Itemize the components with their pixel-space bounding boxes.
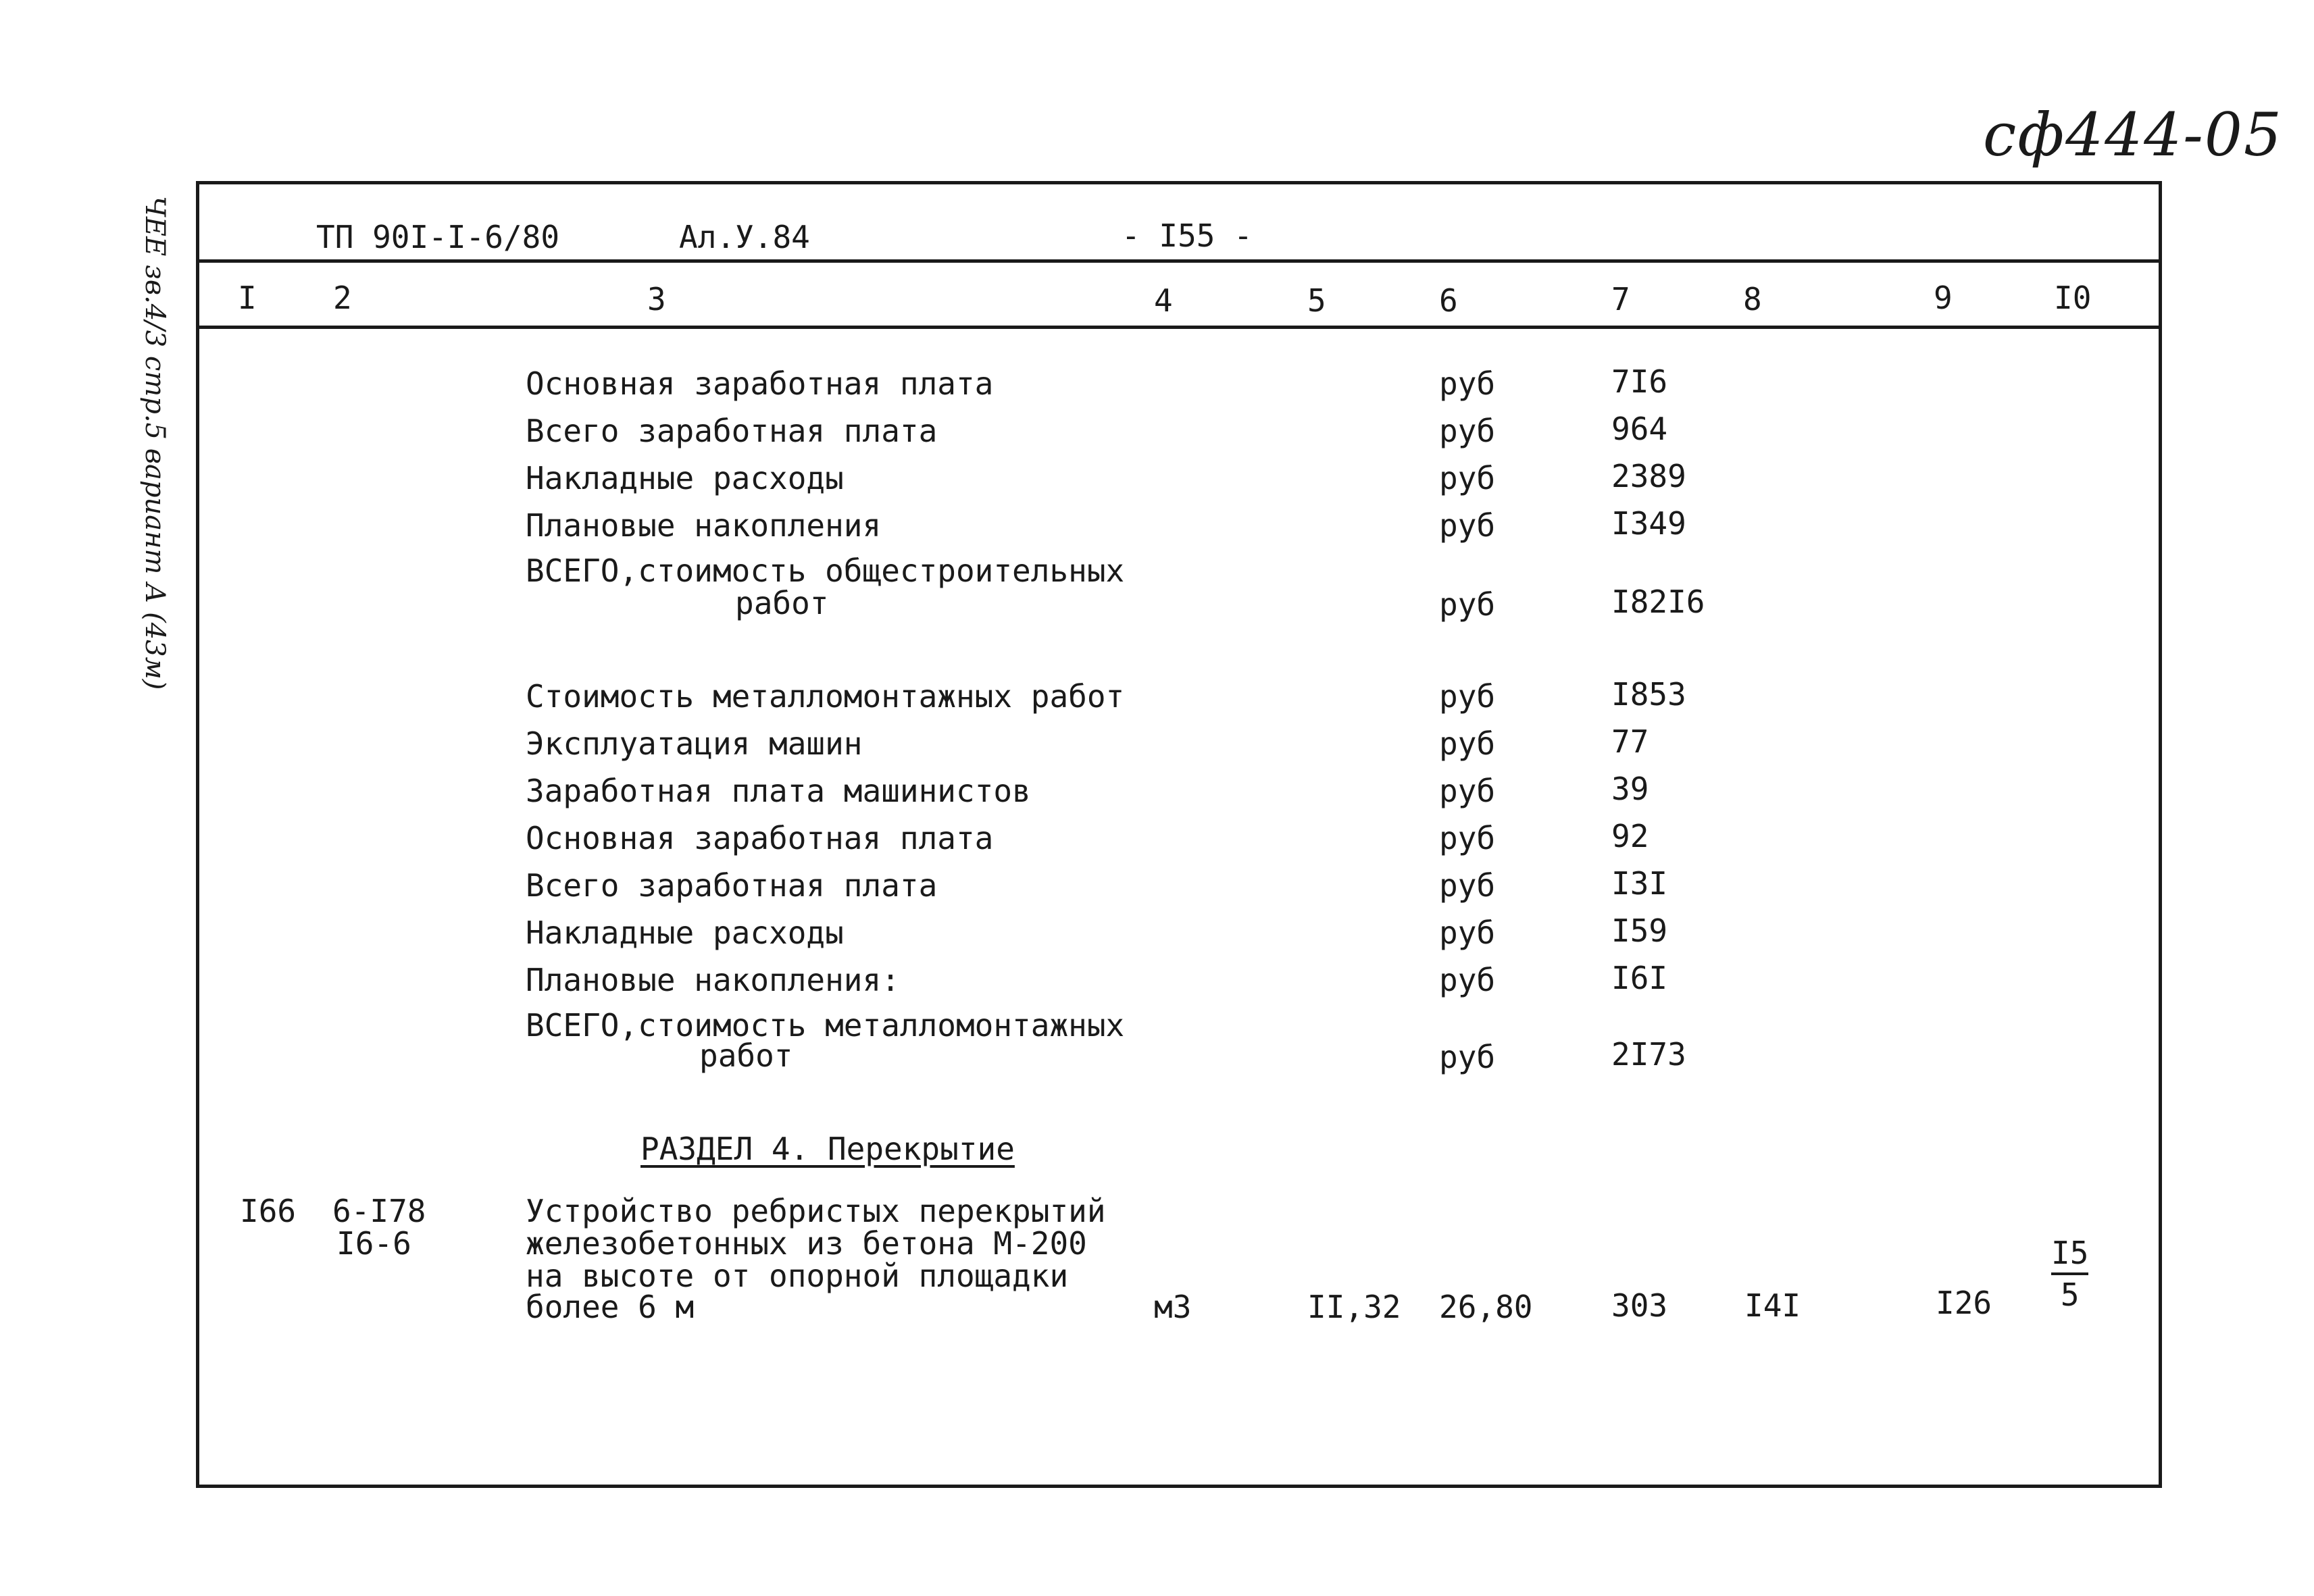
row-unit: руб xyxy=(1439,773,1496,809)
row-name: Основная заработная плата xyxy=(526,820,994,856)
item-description-line: на высоте от опорной площадки xyxy=(526,1258,1069,1294)
row-name: Накладные расходы xyxy=(526,915,844,951)
row-name: Плановые накопления: xyxy=(526,962,900,998)
row-value: 2I73 xyxy=(1611,1036,1686,1073)
column-header-divider xyxy=(196,326,2162,329)
item-unit-price: 26,80 xyxy=(1439,1289,1533,1325)
item-total: 303 xyxy=(1611,1287,1668,1324)
column-number-1: I xyxy=(238,280,257,316)
row-value: I59 xyxy=(1611,912,1668,949)
row-unit: руб xyxy=(1439,725,1496,762)
margin-note: ЧЕЕ зв.4/3 стр.5 вариант А (43м) xyxy=(139,196,170,690)
row-unit: руб xyxy=(1439,586,1496,623)
column-number-7: 7 xyxy=(1611,281,1630,317)
row-name: Накладные расходы xyxy=(526,460,844,496)
item-description-line: Устройство ребристых перекрытий xyxy=(526,1193,1106,1229)
row-unit: руб xyxy=(1439,867,1496,904)
item-description-line: железобетонных из бетона М-200 xyxy=(526,1225,1087,1262)
item-col10-fraction xyxy=(2051,1235,2089,1313)
row-name: Заработная плата машинистов xyxy=(526,773,1031,809)
item-number: I66 xyxy=(240,1193,297,1229)
column-number-10: I0 xyxy=(2054,280,2092,316)
column-number-9: 9 xyxy=(1934,280,1953,316)
row-value: 2389 xyxy=(1611,458,1686,494)
row-name: ВСЕГО,стоимость общестроительных xyxy=(526,552,1125,589)
column-number-8: 8 xyxy=(1743,281,1762,317)
row-value: 7I6 xyxy=(1611,363,1668,400)
row-value: I853 xyxy=(1611,676,1686,713)
item-col9-value: I26 xyxy=(1936,1285,1992,1321)
row-value: 92 xyxy=(1611,818,1649,854)
row-value: I6I xyxy=(1611,960,1668,996)
row-value: I349 xyxy=(1611,505,1686,542)
item-description-line: более 6 м xyxy=(526,1289,695,1325)
row-unit: руб xyxy=(1439,678,1496,715)
row-value: I82I6 xyxy=(1611,584,1705,620)
item-col10-denominator: 5 xyxy=(2060,1277,2080,1313)
document-stamp: сф444-05 xyxy=(1983,100,2283,170)
section-heading: РАЗДЕЛ 4. Перекрытие xyxy=(640,1131,1015,1167)
column-number-3: 3 xyxy=(647,281,666,317)
document-code: ТП 90I-I-6/80 xyxy=(316,219,560,255)
row-value: 964 xyxy=(1611,411,1668,447)
row-unit: руб xyxy=(1439,1039,1496,1075)
row-unit: руб xyxy=(1439,915,1496,951)
row-value: 39 xyxy=(1611,771,1649,807)
row-name-continued: работ xyxy=(735,585,829,621)
page-number: - I55 - xyxy=(1122,217,1253,254)
column-number-5: 5 xyxy=(1307,282,1326,319)
item-unit: м3 xyxy=(1154,1289,1192,1325)
row-name: Эксплуатация машин xyxy=(526,725,863,762)
column-number-2: 2 xyxy=(333,280,352,316)
row-unit: руб xyxy=(1439,460,1496,496)
row-value: I3I xyxy=(1611,865,1668,902)
column-number-6: 6 xyxy=(1439,282,1458,319)
row-name: Стоимость металломонтажных работ xyxy=(526,678,1125,715)
row-unit: руб xyxy=(1439,365,1496,402)
item-code: 6-I78 xyxy=(332,1193,426,1229)
row-name: Всего заработная плата xyxy=(526,867,938,904)
row-name: Всего заработная плата xyxy=(526,413,938,449)
row-name: ВСЕГО,стоимость металломонтажных xyxy=(526,1007,1125,1044)
row-unit: руб xyxy=(1439,413,1496,449)
row-name: Плановые накопления xyxy=(526,507,882,544)
row-name-continued: работ xyxy=(699,1037,793,1074)
row-unit: руб xyxy=(1439,962,1496,998)
item-col10-numerator: I5 xyxy=(2051,1237,2088,1275)
row-unit: руб xyxy=(1439,507,1496,544)
item-quantity: II,32 xyxy=(1307,1289,1401,1325)
header-divider xyxy=(196,259,2162,263)
item-code-secondary: I6-6 xyxy=(336,1225,411,1262)
column-number-4: 4 xyxy=(1154,282,1173,319)
row-name: Основная заработная плата xyxy=(526,365,994,402)
row-value: 77 xyxy=(1611,723,1649,760)
row-unit: руб xyxy=(1439,820,1496,856)
item-col8-value: I4I xyxy=(1744,1287,1801,1324)
album-number: Ал.У.84 xyxy=(679,219,810,255)
